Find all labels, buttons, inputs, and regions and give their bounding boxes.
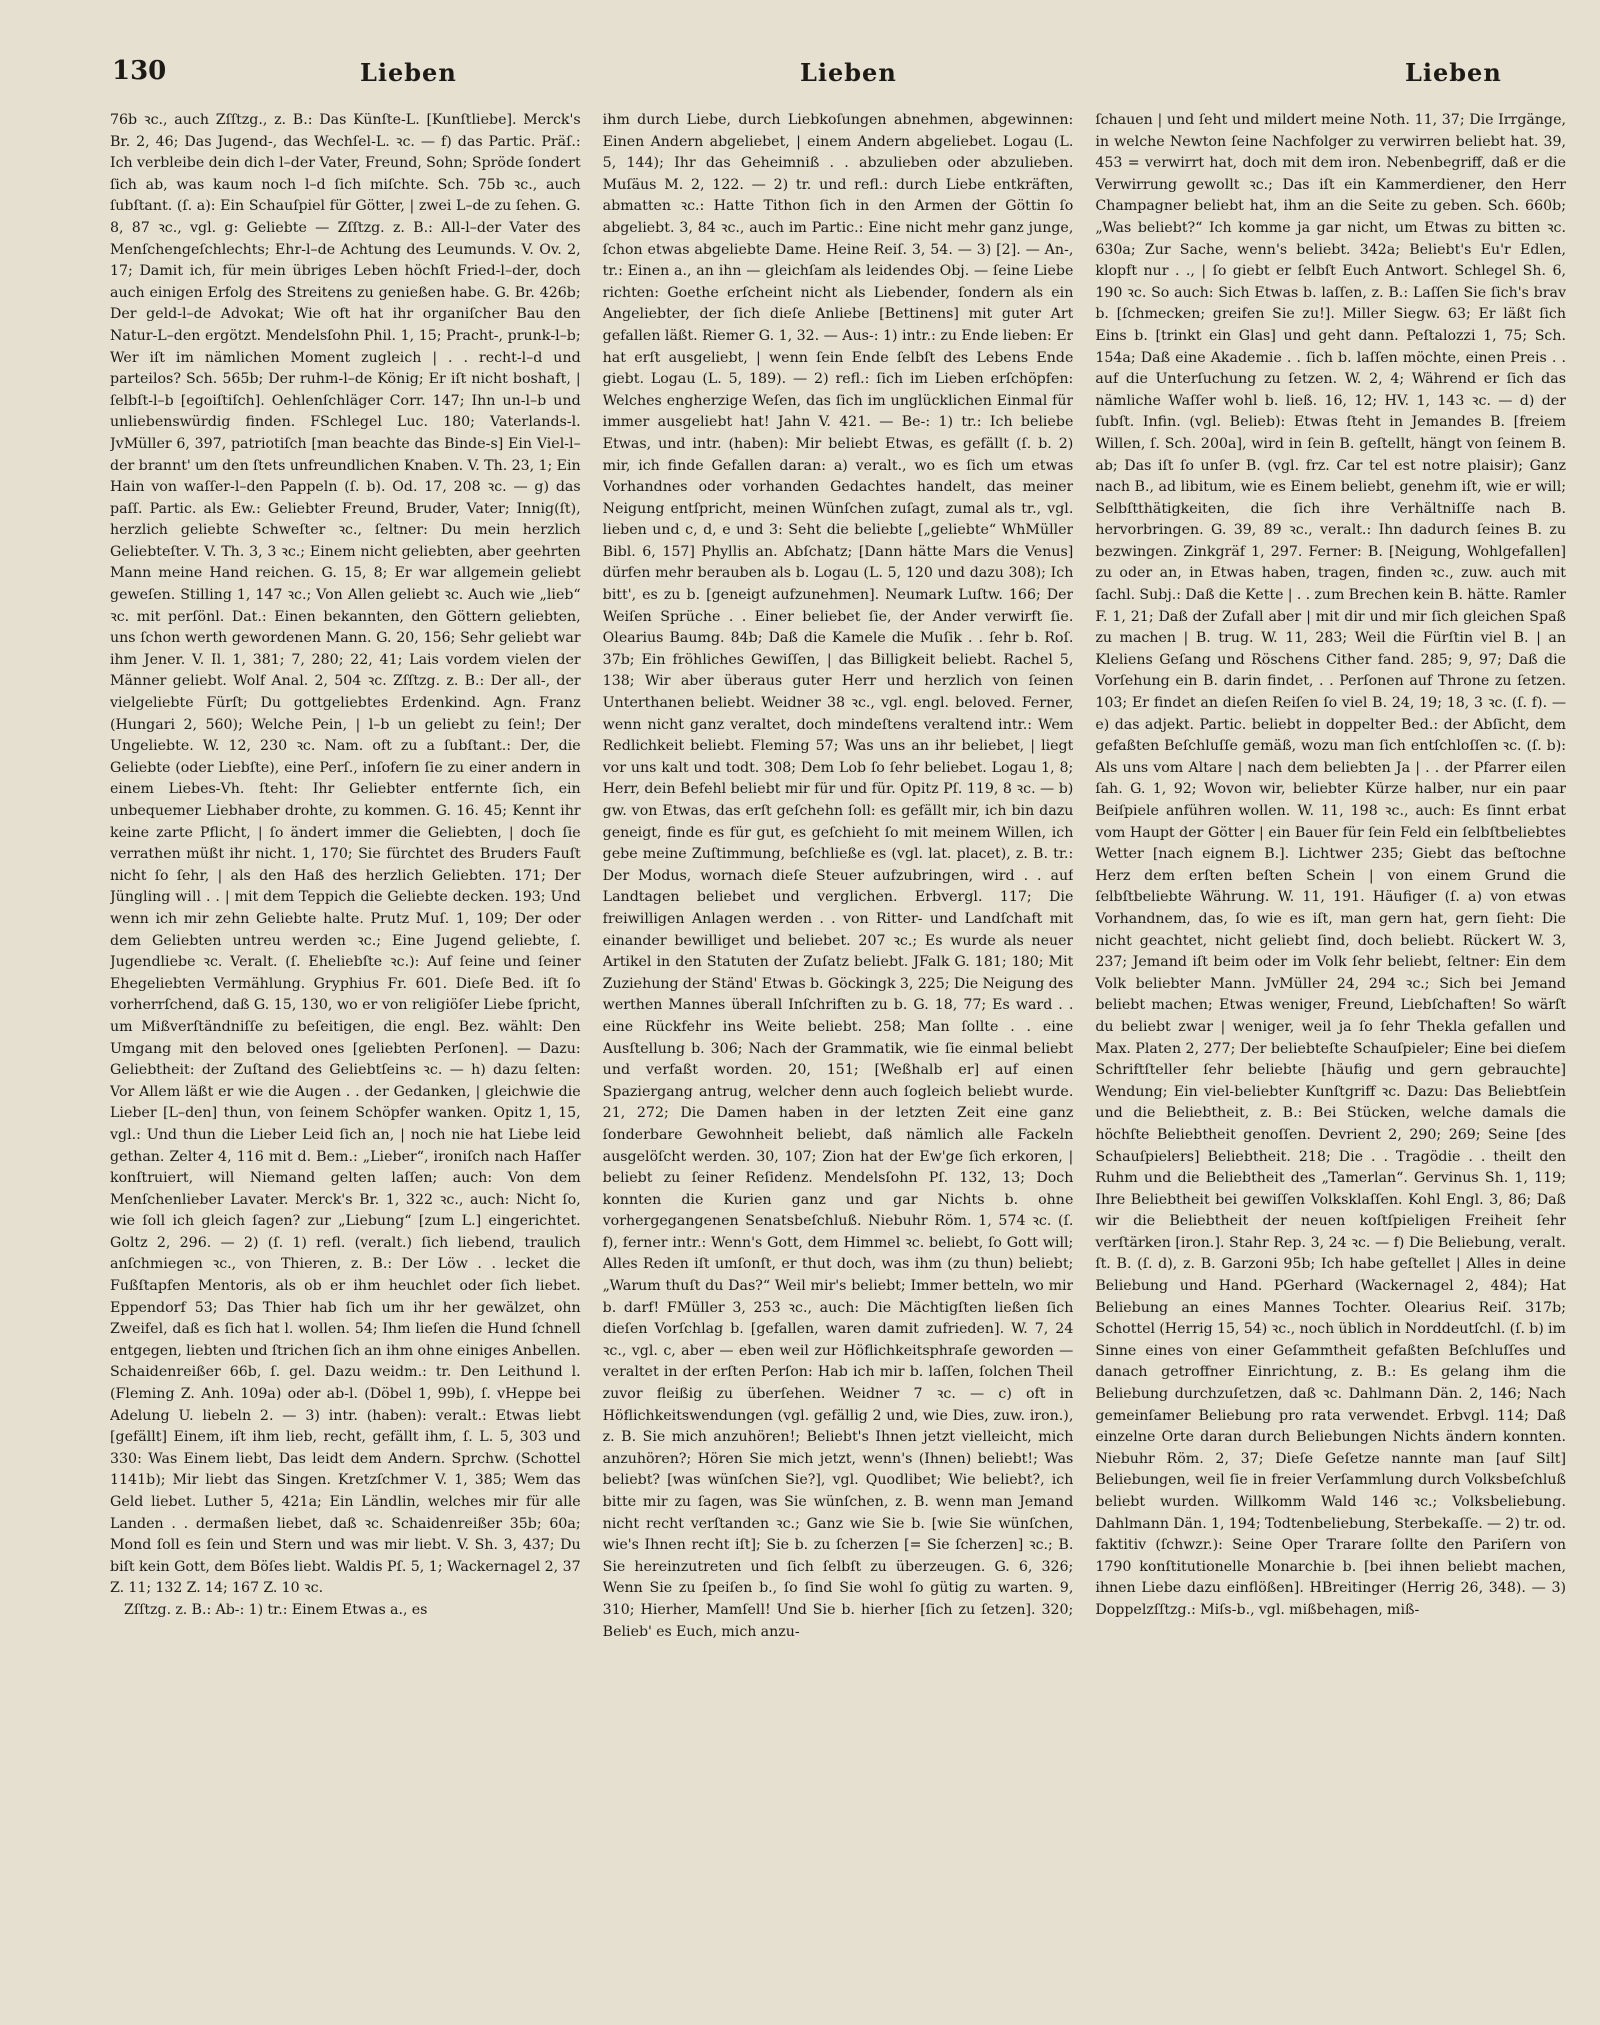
text-columns	[110, 110, 1566, 2000]
column-middle	[603, 110, 1074, 2000]
page-header	[110, 56, 1566, 100]
page-number: 130	[112, 56, 167, 86]
column-right	[1095, 110, 1566, 2000]
column-left	[110, 110, 581, 2000]
entry-text: 76b ꝛc., auch Zſſtzg., z. B.: Das Künſte‑L. [Kunſtliebe]. Merck's Br. 2, 46; Das Jugend‑, das Wechſel‑L. ꝛc. — f) das Partic. Präſ.: Ich verbleibe dein dich l–der Vater, Freund, Sohn; Spröde ſondert ſich ab, was kaum noch l–d ſich miſchte. Sch. 75b ꝛc., auch ſubſtant. (ſ. a): Ein Schauſpiel für Götter, | zwei L–de zu ſehen. G. 8, 87 ꝛc., vgl. g: Geliebte — Zſſtzg. z. B.: All‑l–der Vater des Menſchengeſchlechts; Ehr‑l–de Achtung des Leumunds. V. Ov. 2, 17; Damit ich, für mein übriges Leben höchſt Fried‑l–der, doch auch einigen Erfolg des Streitens zu genießen habe. G. Br. 426b; Der geld‑l–de Advokat; Wie oft hat ihr organiſcher Bau den Natur‑L–den ergötzt. Mendelsſohn Phil. 1, 15; Pracht‑, prunk‑l–b; Wer iſt im nämlichen Moment zugleich | . . recht‑l–d und parteilos? Sch. 565b; Der ruhm‑l–de König; Er iſt nicht boshaft, | ſelbſt‑l–b [egoiſtiſch]. Oehlenſchläger Corr. 147; Ihn un‑l–b und unliebenswürdig finden. FSchlegel Luc. 180; Vaterlands‑l. JvMüller 6, 397, patriotiſch [man beachte das Binde‑s] Ein Viel‑l–der brannt' um den ſtets unfreundlichen Knaben. V. Th. 23, 1; Ein Hain von waſſer‑l–den Pappeln (ſ. b). Od. 17, 208 ꝛc. — g) das paſſ. Partic. als Ew.: Geliebter Freund, Bruder, Vater; Innig(ſt), herzlich geliebte Schweſter ꝛc., ſeltner: Du mein herzlich Geliebteſter. V. Th. 3, 3 ꝛc.; Einem nicht geliebten, aber geehrten Mann meine Hand reichen. G. 15, 8; Er war allgemein geliebt geweſen. Stilling 1, 147 ꝛc.; Von Allen geliebt ꝛc. Auch wie „lieb“ ꝛc. mit perſönl. Dat.: Einen bekannten, den Göttern geliebten, uns ſchon werth gewordenen Mann. G. 20, 156; Sehr geliebt war ihm Jener. V. Il. 1, 381; 7, 280; 22, 41; Lais vordem vielen der Männer geliebt. Wolf Anal. 2, 504 ꝛc. Zſſtzg. z. B.: Der all‑, der vielgeliebte Fürſt; Du gottgeliebtes Erdenkind. Agn. Franz (Hungari 2, 560); Welche Pein, | l–b un geliebt zu ſein!; Der Ungeliebte. W. 12, 230 ꝛc. Nam. oft zu a ſubſtant.: Der, die Geliebte (oder Liebſte), eine Perſ., inſofern ſie zu einer andern in einem Liebes‑Vh. ſteht: Ihr Geliebter entfernte ſich, ein unbequemer Liebhaber drohte, zu kommen. G. 16. 45; Kennt ihr keine zarte Pflicht, | ſo ändert immer die Geliebten, | doch ſie verrathen müßt ihr nicht. 1, 170; Sie fürchtet des Bruders Fauſt nicht ſo ſehr, | als den Haß des herzlich Geliebten. 171; Der Jüngling will . . | mit dem Teppich die Geliebte decken. 193; Und wenn ich mir zehn Geliebte halte. Prutz Muſ. 1, 109; Der oder dem Geliebten untreu werden ꝛc.; Eine Jugend geliebte, ſ. Jugendliebe ꝛc. Veralt. (ſ. Eheliebſte ꝛc.): Auf ſeine und ſeiner Ehegeliebten Vermählung. Gryphius Fr. 601. Dieſe Bed. iſt ſo vorherrſchend, daß G. 15, 130, wo er von religiöſer Liebe ſpricht, um Mißverſtändniſſe zu beſeitigen, die engl. Bez. wählt: Den Umgang mit den beloved ones [geliebten Perſonen]. — Dazu: Geliebtheit: der Zuſtand des Geliebtſeins ꝛc. — h) dazu ſelten: Vor Allem läßt er wie die Augen . . der Gedanken, | gleichwie die Lieber [L–den] thun, von ſeinem Schöpfer wanken. Opitz 1, 15, vgl.: Und thun die Lieber Leid ſich an, | noch nie hat Liebe leid gethan. Zelter 4, 116 mit d. Bem.: „Lieber“, ironiſch nach Haſſer konſtruiert, will Niemand gelten laſſen; auch: Von dem Menſchenlieber Lavater. Merck's Br. 1, 322 ꝛc., auch: Nicht ſo, wie ſoll ich gleich ſagen? zur „Liebung“ [zum L.] eingerichtet. Goltz 2, 296. — 2) (ſ. 1) refl. (veralt.) ſich liebend, traulich anſchmiegen ꝛc., von Thieren, z. B.: Der Löw . . lecket die Fußſtapfen Mentoris, als ob er ihm heuchlet oder ſich liebet. Eppendorf 53; Das Thier hab ſich um ihr her gewälzet, ohn Zweifel, daß es ſich hat l. wollen. 54; Ihm lieſen die Hund ſchnell entgegen, liebten und ſtrichen ſich an ihm ohne einiges Anbellen. Schaidenreißer 66b, ſ. gel. Dazu weidm.: tr. Den Leithund l. (Fleming Z. Anh. 109a) oder ab‑l. (Döbel 1, 99b), ſ. vHeppe bei Adelung U. liebeln 2. — 3) intr. (haben): veralt.: Etwas liebt [gefällt] Einem, iſt ihm lieb, recht, gefällt ihm, ſ. L. 5, 303 und 330: Was Einem liebt, Das leidt dem Andern. Sprchw. (Schottel 1141b); Mir liebt das Singen. Kretzſchmer V. 1, 385; Wem das Geld liebet. Luther 5, 421a; Ein Ländlin, welches mir für alle Landen . . dermaßen liebet, daß ꝛc. Schaidenreißer 35b; 60a; Mond ſoll es ſein und Stern und was mir liebt. V. Sh. 3, 437; Du biſt kein Gott, dem Böſes liebt. Waldis Pſ. 5, 1; Wackernagel 2, 37 Z. 11; 132 Z. 14; 167 Z. 10 ꝛc.	[110, 112, 581, 1597]
entry-text: Zſſtzg. z. B.: Ab‑: 1) tr.: Einem Etwas a., es	[124, 1601, 428, 1618]
running-head-right: Lieben	[1405, 58, 1502, 87]
running-head-center: Lieben	[800, 58, 897, 87]
running-head-left: Lieben	[360, 58, 457, 87]
entry-text: ſchauen | und ſeht und mildert meine Noth. 11, 37; Die Irrgänge, in welche Newton ſeine Nachfolger zu verwirren beliebt hat. 39, 453 = verwirrt hat, doch mit dem iron. Nebenbegriff, daß er die Verwirrung gewollt ꝛc.; Das iſt ein Kammerdiener, den Herr Champagner beliebt hat, ihm an die Seite zu geben. Sch. 660b; „Was beliebt?“ Ich komme ja gar nicht, um Etwas zu bitten ꝛc. 630a; Zur Sache, wenn's beliebt. 342a; Beliebt's Eu'r Edlen, klopft nur . ., | ſo giebt er ſelbſt Euch Antwort. Schlegel Sh. 6, 190 ꝛc. So auch: Sich Etwas b. laſſen, z. B.: Laſſen Sie ſich's brav b. [ſchmecken; greifen Sie zu!]. Miller Siegw. 63; Er läßt ſich Eins b. [trinkt ein Glas] und geht dann. Peſtalozzi 1, 75; Sch. 154a; Daß eine Akademie . . ſich b. laſſen möchte, einen Preis . . auf die Unterſuchung zu ſetzen. W. 2, 4; Während er ſich das nämliche Waſſer wohl b. ließ. 16, 12; HV. 1, 143 ꝛc. — d) der ſubſt. Infin. (vgl. Belieb): Etwas ſteht in Jemandes B. [freiem Willen, ſ. Sch. 200a], wird in ſein B. geſtellt, hängt von ſeinem B. ab; Das iſt ſo unſer B. (vgl. frz. Car tel est notre plaisir); Ganz nach B., ad libitum, wie es Einem beliebt, genehm iſt, wie er will; Selbſtthätigkeiten, die ſich ihre Verhältniſſe nach B. hervorbringen. G. 39, 89 ꝛc., veralt.: Ihn dadurch ſeines B. zu bezwingen. Zinkgräf 1, 297. Ferner: B. [Neigung, Wohlgefallen] zu oder an, in Etwas haben, tragen, finden ꝛc., zuw. auch mit ſachl. Subj.: Daß die Kette | . . zum Brechen kein B. hätte. Ramler F. 1, 21; Daß der Zufall aber | mit dir und mir ſich gleichen Spaß zu machen | B. trug. W. 11, 283; Weil die Fürſtin viel B. | an Kleliens Geſang und Röschens Cither fand. 285; 9, 97; Daß die Vorſehung ein B. darin findet, . . Perſonen auf Throne zu ſetzen. 103; Er findet an dieſen Reiſen ſo viel B. 24, 19; 18, 3 ꝛc. (ſ. f). — e) das adjekt. Partic. beliebt in doppelter Bed.: der Abſicht, dem gefaßten Beſchluſſe gemäß, wozu man ſich entſchloſſen ꝛc. (ſ. b): Als uns vom Altare | nach dem beliebten Ja | . . der Pfarrer eilen ſah. G. 1, 92; Wovon wir, beliebter Kürze halber, nur ein paar Beiſpiele anführen wollen. W. 11, 198 ꝛc., auch: Es ſinnt erbat vom Haupt der Götter | ein Bauer für ſein Feld ein ſelbſtbeliebtes Wetter [nach eignem B.]. Lichtwer 235; Giebt das beſtochne Herz dem erſten beſten Schein | von einem Grund die ſelbſtbeliebte Währung. W. 11, 191. Häufiger (ſ. a) von etwas Vorhandnem, das, ſo wie es iſt, man gern hat, gern ſieht: Die nicht geachtet, nicht geliebt ſind, doch beliebt. Rückert W. 3, 237; Jemand iſt beim oder im Volk ſehr beliebt, ſeltner: Ein dem Volk beliebter Mann. JvMüller 24, 294 ꝛc.; Sich bei Jemand beliebt machen; Etwas weniger, Freund, Liebſchaften! So wärſt du beliebt zwar | weniger, weil ja ſo ſehr Thekla gefallen und Max. Platen 2, 277; Der beliebteſte Schauſpieler; Eine bei dieſem Schriftſteller ſehr beliebte [häufig und gern gebrauchte] Wendung; Ein viel‑beliebter Kunſtgriff ꝛc. Dazu: Das Beliebtſein und die Beliebtheit, z. B.: Bei Stücken, welche damals die höchſte Beliebtheit genoſſen. Devrient 2, 290; 269; Seine [des Schauſpielers] Beliebtheit. 218; Die . . Tragödie . . theilt den Ruhm und die Beliebtheit des „Tamerlan“. Gervinus Sh. 1, 119; Ihre Beliebtheit bei gewiſſen Volksklaſſen. Kohl Engl. 3, 86; Daß wir die Beliebtheit der neuen koſtſpieligen Freiheit ſehr verſtärken [iron.]. Stahr Rep. 3, 24 ꝛc. — f) Die Beliebung, veralt. ſt. B. (ſ. d), z. B. Garzoni 95b; Ich habe geſtellet | Alles in deine Beliebung und Hand. PGerhard (Wackernagel 2, 484); Hat Beliebung an eines Mannes Tochter. Olearius Reiſ. 317b; Schottel (Herrig 15, 54) ꝛc., noch üblich in Norddeutſchl. (ſ. b) im Sinne eines von einer Geſammtheit gefaßten Beſchluſſes und danach getroffner Einrichtung, z. B.: Es gelang ihm die Beliebung durchzuſetzen, daß ꝛc. Dahlmann Dän. 2, 146; Nach gemeinſamer Beliebung pro rata verwendet. Erbvgl. 114; Daß einzelne Orte daran durch Beliebungen Nichts ändern konnten. Niebuhr Röm. 2, 37; Dieſe Geſetze nannte man [auf Silt] Beliebungen, weil ſie in freier Verſammlung durch Volksbeſchluß beliebt wurden. Willkomm Wald 146 ꝛc.; Volksbeliebung. Dahlmann Dän. 1, 194; Todtenbeliebung, Sterbekaſſe. — 2) tr. od. faktitiv (ſchwzr.): Seine Oper Trarare ſollte den Pariſern von 1790 konſtitutionelle Monarchie b. [bei ihnen beliebt machen, ihnen Liebe dazu einflößen]. HBreitinger (Herrig 26, 348). — 3) Doppelzſſtzg.: Miſs‑b., vgl. mißbehagen, miß‑	[1095, 112, 1567, 1618]
entry-text: ihm durch Liebe, durch Liebkoſungen abnehmen, abgewinnen: Einen Andern abgeliebet, | einem Andern abgeliebet. Logau (L. 5, 144); Ihr das Geheimniß . . abzulieben oder abzulieben. Muſäus M. 2, 122. — 2) tr. und refl.: durch Liebe entkräften, abmatten ꝛc.: Hatte Tithon ſich in den Armen der Göttin ſo abgeliebt. 3, 84 ꝛc., auch im Partic.: Eine nicht mehr ganz junge, ſchon etwas abgeliebte Dame. Heine Reiſ. 3, 54. — 3) [2]. — An‑, tr.: Einen a., an ihn — gleichſam als leidendes Obj. — ſeine Liebe richten: Goethe erſcheint nicht als Liebender, ſondern als ein Angeliebter, der ſich dieſe Anliebe [Bettinens] mit guter Art gefallen läßt. Riemer G. 1, 32. — Aus‑: 1) intr.: zu Ende lieben: Er hat erſt ausgeliebt, | wenn ſein Ende ſelbſt des Lebens Ende giebt. Logau (L. 5, 189). — 2) refl.: ſich im Lieben erſchöpfen: Welches engherzige Weſen, das ſich im unglücklichen Einmal für immer ausgeliebt hat! Jahn V. 421. — Be‑: 1) tr.: Ich beliebe Etwas, und intr. (haben): Mir beliebt Etwas, es gefällt (ſ. b. 2) mir, ich finde Gefallen daran: a) veralt., wo es ſich um etwas Vorhandnes oder vorhanden Gedachtes handelt, das meiner Neigung entſpricht, meinen Wünſchen zuſagt, zumal als tr., vgl. lieben und c, d, e und 3: Seht die beliebte [„geliebte“ WhMüller Bibl. 6, 157] Phyllis an. Abſchatz; [Dann hätte Mars die Venus] dürfen mehr berauben als b. Logau (L. 5, 120 und dazu 308); Ich bitt', es zu b. [geneigt aufzunehmen]. Neumark Luſtw. 166; Der Weiſen Sprüche . . Einer beliebet ſie, der Ander verwirft ſie. Olearius Baumg. 84b; Daß die Kamele die Muſik . . ſehr b. Roſ. 37b; Ein fröhliches Gewiſſen, | das Billigkeit beliebt. Rachel 5, 138; Wir aber überaus guter Herr und herzlich von ſeinen Unterthanen beliebt. Weidner 38 ꝛc., vgl. engl. beloved. Ferner, wenn nicht ganz veraltet, doch mindeſtens veraltend intr.: Wem Redlichkeit beliebt. Fleming 57; Was uns an ihr beliebet, | liegt vor uns kalt und todt. 308; Dem Lob ſo ſehr beliebet. Logau 1, 8; Herr, dein Befehl beliebt mir für und für. Opitz Pſ. 119, 8 ꝛc. — b) gw. von Etwas, das erſt geſchehn ſoll: es gefällt mir, ich bin dazu geneigt, finde es für gut, es geſchieht ſo mit meinem Willen, ich gebe meine Zuſtimmung, beſchließe es (vgl. lat. placet), z. B. tr.: Der Modus, wornach dieſe Steuer aufzubringen, wird . . auf Landtagen beliebet und verglichen. Erbvergl. 117; Die freiwilligen Anlagen werden . . von Ritter‑ und Landſchaft mit einander bewilliget und beliebet. 207 ꝛc.; Es wurde als neuer Artikel in den Statuten der Zuſatz beliebt. JFalk G. 181; 180; Mit Zuziehung der Ständ' Etwas b. Göckingk 3, 225; Die Neigung des werthen Mannes überall Inſchriften zu b. G. 18, 77; Es ward . . eine Rückfehr ins Weite beliebt. 258; Man ſollte . . eine Ausſtellung b. 306; Nach der Grammatik, wie ſie einmal beliebt und verfaßt worden. 20, 151; [Weßhalb er] auf einen Spaziergang antrug, welcher denn auch ſogleich beliebt wurde. 21, 272; Die Damen haben in der letzten Zeit eine ganz ſonderbare Gewohnheit beliebt, daß nämlich alle Fackeln ausgelöſcht werden. 30, 107; Zion hat der Ew'ge ſich erkoren, | beliebt zu ſeiner Reſidenz. Mendelsſohn Pſ. 132, 13; Doch konnten die Kurien ganz und gar Nichts b. ohne vorhergegangenen Senatsbeſchluß. Niebuhr Röm. 1, 574 ꝛc. (ſ. f), ferner intr.: Wenn's Gott, dem Himmel ꝛc. beliebt, ſo Gott will; Alles Reden iſt umſonſt, er thut doch, was ihm (zu thun) beliebt; „Warum thuſt du Das?“ Weil mir's beliebt; Immer betteln, wo mir b. darf! FMüller 3, 253 ꝛc., auch: Die Mächtigſten ließen ſich dieſen Vorſchlag b. [gefallen, waren damit zufrieden]. W. 7, 24 ꝛc., vgl. c, aber — eben weil zur Höflichkeitsphraſe geworden — veraltet in der erſten Perſon: Hab ich mir b. laſſen, ſolchen Theil zuvor fleißig zu überſehen. Weidner 7 ꝛc. — c) oft in Höflichkeitswendungen (vgl. gefällig 2 und, wie Dies, zuw. iron.), z. B. Sie mich anzuhören!; Beliebt's Ihnen jetzt vielleicht, mich anzuhören?; Hören Sie mich jetzt, wenn's (Ihnen) beliebt!; Was beliebt? [was wünſchen Sie?], vgl. Quodlibet; Wie beliebt?, ich bitte mir zu ſagen, was Sie wünſchen, z. B. wenn man Jemand nicht recht verſtanden ꝛc.; Ganz wie Sie b. [wie Sie wünſchen, wie's Ihnen recht iſt]; Sie b. zu ſcherzen [= Sie ſcherzen] ꝛc.; B. Sie hereinzutreten und ſich ſelbſt zu überzeugen. G. 6, 326; Wenn Sie zu ſpeiſen b., ſo ſind Sie wohl ſo gütig zu warten. 9, 310; Hierher, Mamſell! Und Sie b. hierher [ſich zu ſetzen]. 320; Belieb' es Euch, mich anzu‑	[602, 112, 1074, 1640]
